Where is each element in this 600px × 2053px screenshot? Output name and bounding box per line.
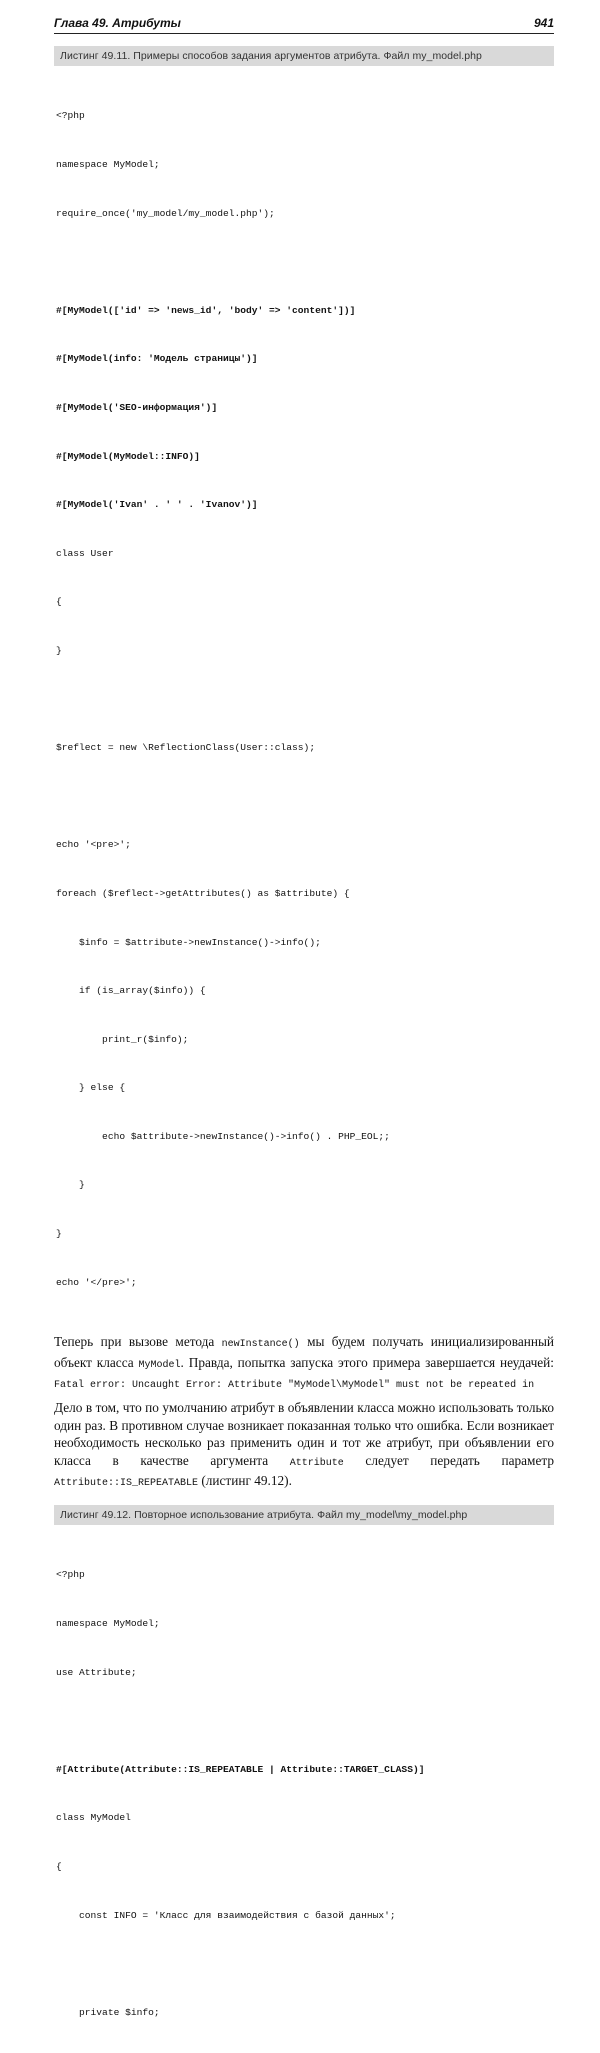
- body-paragraph-2: [54, 1399, 554, 1493]
- code-line: [56, 692, 554, 708]
- code-line: {: [56, 596, 62, 608]
- paragraph-text: Дело в том, что по умолчанию атрибут в объявлении класса можно использовать только один раз. В противном случае возникает показанная только что ошибка. Если возникает необходимость несколько раз применить один и тот же атрибут, при объявлении его класса в качестве аргумента: [54, 1400, 554, 1468]
- listing-caption-text: Листинг 49.12. Повторное использование атрибута. Файл my_model\my_model.php: [60, 1509, 468, 1521]
- listing-caption-49-12: [54, 1505, 554, 1525]
- code-line: class MyModel: [56, 1812, 131, 1824]
- code-line: foreach ($reflect->getAttributes() as $attribute) {: [56, 887, 350, 899]
- code-line: if (is_array($info)) {: [56, 985, 206, 997]
- inline-code-error: Fatal error: Uncaught Error: Attribute "MyModel\MyModel" must not be repeated in: [54, 1380, 535, 1392]
- paragraph-text: следует передать параметр: [343, 1452, 554, 1468]
- code-line: [56, 254, 554, 270]
- code-line: [56, 789, 554, 805]
- code-line-attribute: #[MyModel('Ivan' . ' ' . 'Ivanov')]: [56, 499, 258, 511]
- code-line: namespace MyModel;: [56, 1618, 160, 1629]
- code-line: [56, 1956, 554, 1972]
- paragraph-text: мы будем получать инициализированный объект класса: [54, 1334, 554, 1370]
- code-line: [56, 1713, 554, 1729]
- code-listing-49-11: [56, 76, 554, 1323]
- book-page: [54, 16, 554, 2053]
- running-header: [54, 16, 554, 34]
- code-line: require_once('my_model/my_model.php');: [56, 207, 275, 219]
- code-line: echo $attribute->newInstance()->info() . PHP_EOL;;: [56, 1130, 390, 1142]
- paragraph-text: . Правда, попытка запуска этого примера завершается неудачей:: [180, 1354, 554, 1370]
- code-line: } else {: [56, 1082, 126, 1094]
- chapter-title: Глава 49. Атрибуты: [54, 16, 181, 30]
- paragraph-text: Теперь при вызове метода: [54, 1334, 222, 1350]
- code-line: namespace MyModel;: [56, 159, 160, 170]
- body-paragraph-1: [54, 1333, 554, 1395]
- code-line-attribute: #[MyModel('SEO-информация')]: [56, 401, 218, 413]
- code-line-attribute: #[MyModel(['id' => 'news_id', 'body' => 'content'])]: [56, 304, 356, 316]
- inline-code: Attribute::IS_REPEATABLE: [54, 1478, 199, 1490]
- code-line: echo '</pre>';: [56, 1276, 137, 1288]
- code-line: <?php: [56, 1569, 85, 1581]
- code-line: <?php: [56, 110, 85, 122]
- inline-code: newInstance(): [221, 1339, 300, 1351]
- inline-code: Attribute: [289, 1457, 344, 1469]
- listing-caption-text: Листинг 49.11. Примеры способов задания аргументов атрибута. Файл my_model.php: [60, 50, 482, 62]
- code-line: $info = $attribute->newInstance()->info();: [56, 936, 321, 948]
- code-line: }: [56, 644, 62, 656]
- code-line: class User: [56, 547, 114, 559]
- code-line: const INFO = 'Класс для взаимодействия с базой данных';: [56, 1909, 396, 1921]
- code-line-attribute: #[MyModel(info: 'Модель страницы')]: [56, 353, 258, 365]
- code-line: print_r($info);: [56, 1033, 189, 1045]
- code-line: private $info;: [56, 2006, 160, 2018]
- code-listing-49-12: [56, 1535, 554, 2053]
- code-line: {: [56, 1860, 62, 1872]
- inline-code: MyModel: [138, 1359, 181, 1371]
- page-number: 941: [533, 16, 554, 30]
- listing-caption-49-11: [54, 46, 554, 66]
- code-line: }: [56, 1179, 85, 1191]
- code-line-attribute: #[MyModel(MyModel::INFO)]: [56, 450, 200, 462]
- code-line-attribute: #[Attribute(Attribute::IS_REPEATABLE | Attribute::TARGET_CLASS)]: [56, 1763, 425, 1775]
- code-line: use Attribute;: [56, 1666, 137, 1678]
- code-line: }: [56, 1228, 62, 1240]
- code-line: $reflect = new \ReflectionClass(User::class);: [56, 742, 316, 754]
- code-line: echo '<pre>';: [56, 839, 131, 851]
- paragraph-text: (листинг 49.12).: [198, 1473, 292, 1489]
